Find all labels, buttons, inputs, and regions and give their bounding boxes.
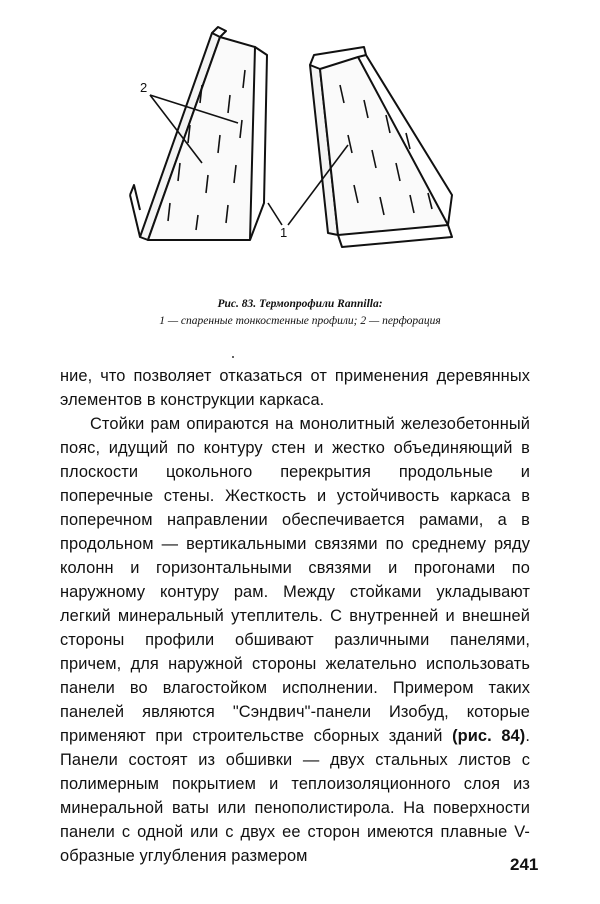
- print-speck: [232, 356, 234, 358]
- figure-label-2: 2: [140, 80, 148, 95]
- paragraph-2-continuation: . Панели состоят из обшивки — двух стальных листов с полимерным покрытием и теплоизоляционного слоя из минеральной ваты или пенополистирола. На поверхности панели с одной или с двух ее сторон имеются плавные V- образные углубления размером: [60, 727, 530, 865]
- paragraph-2: [60, 412, 530, 868]
- thermoprofile-drawing: [110, 25, 490, 280]
- figure-caption: [0, 296, 600, 330]
- thermoprofile-figure: [110, 25, 490, 280]
- body-text: [60, 364, 530, 868]
- caption-title: Рис. 83. Термопрофили Rannilla:: [217, 298, 383, 310]
- paragraph-2-text: Стойки рам опираются на монолитный железобетонный пояс, идущий по контуру стен и жестко объединяющий в плоскости цокольного перекрытия продольные и поперечные стены. Жесткость и устойчивость каркаса в поперечном направлении обеспечивается рамами, а в продольном — вертикальными связями по среднему ряду колонн и горизонтальными связями и прогонами по наружному контуру рам. Между стойками укладывают легкий минеральный утеплитель. С внутренней и внешней стороны профили обшивают различными панелями, причем, для наружной стороны желательно использовать панели во влагостойком исполнении. Примером таких панелей являются "Сэндвич"-панели Изобуд, которые применяют при строительстве сборных зданий: [60, 415, 530, 745]
- caption-legend: 1 — спаренные тонкостенные профили; 2 — перфорация: [159, 315, 441, 327]
- figure-label-1: 1: [280, 225, 288, 240]
- figure-reference: (рис. 84): [452, 727, 526, 745]
- paragraph-1: ние, что позволяет отказаться от применения деревянных элементов в конструкции каркаса.: [60, 367, 530, 409]
- page-number: 241: [510, 855, 539, 874]
